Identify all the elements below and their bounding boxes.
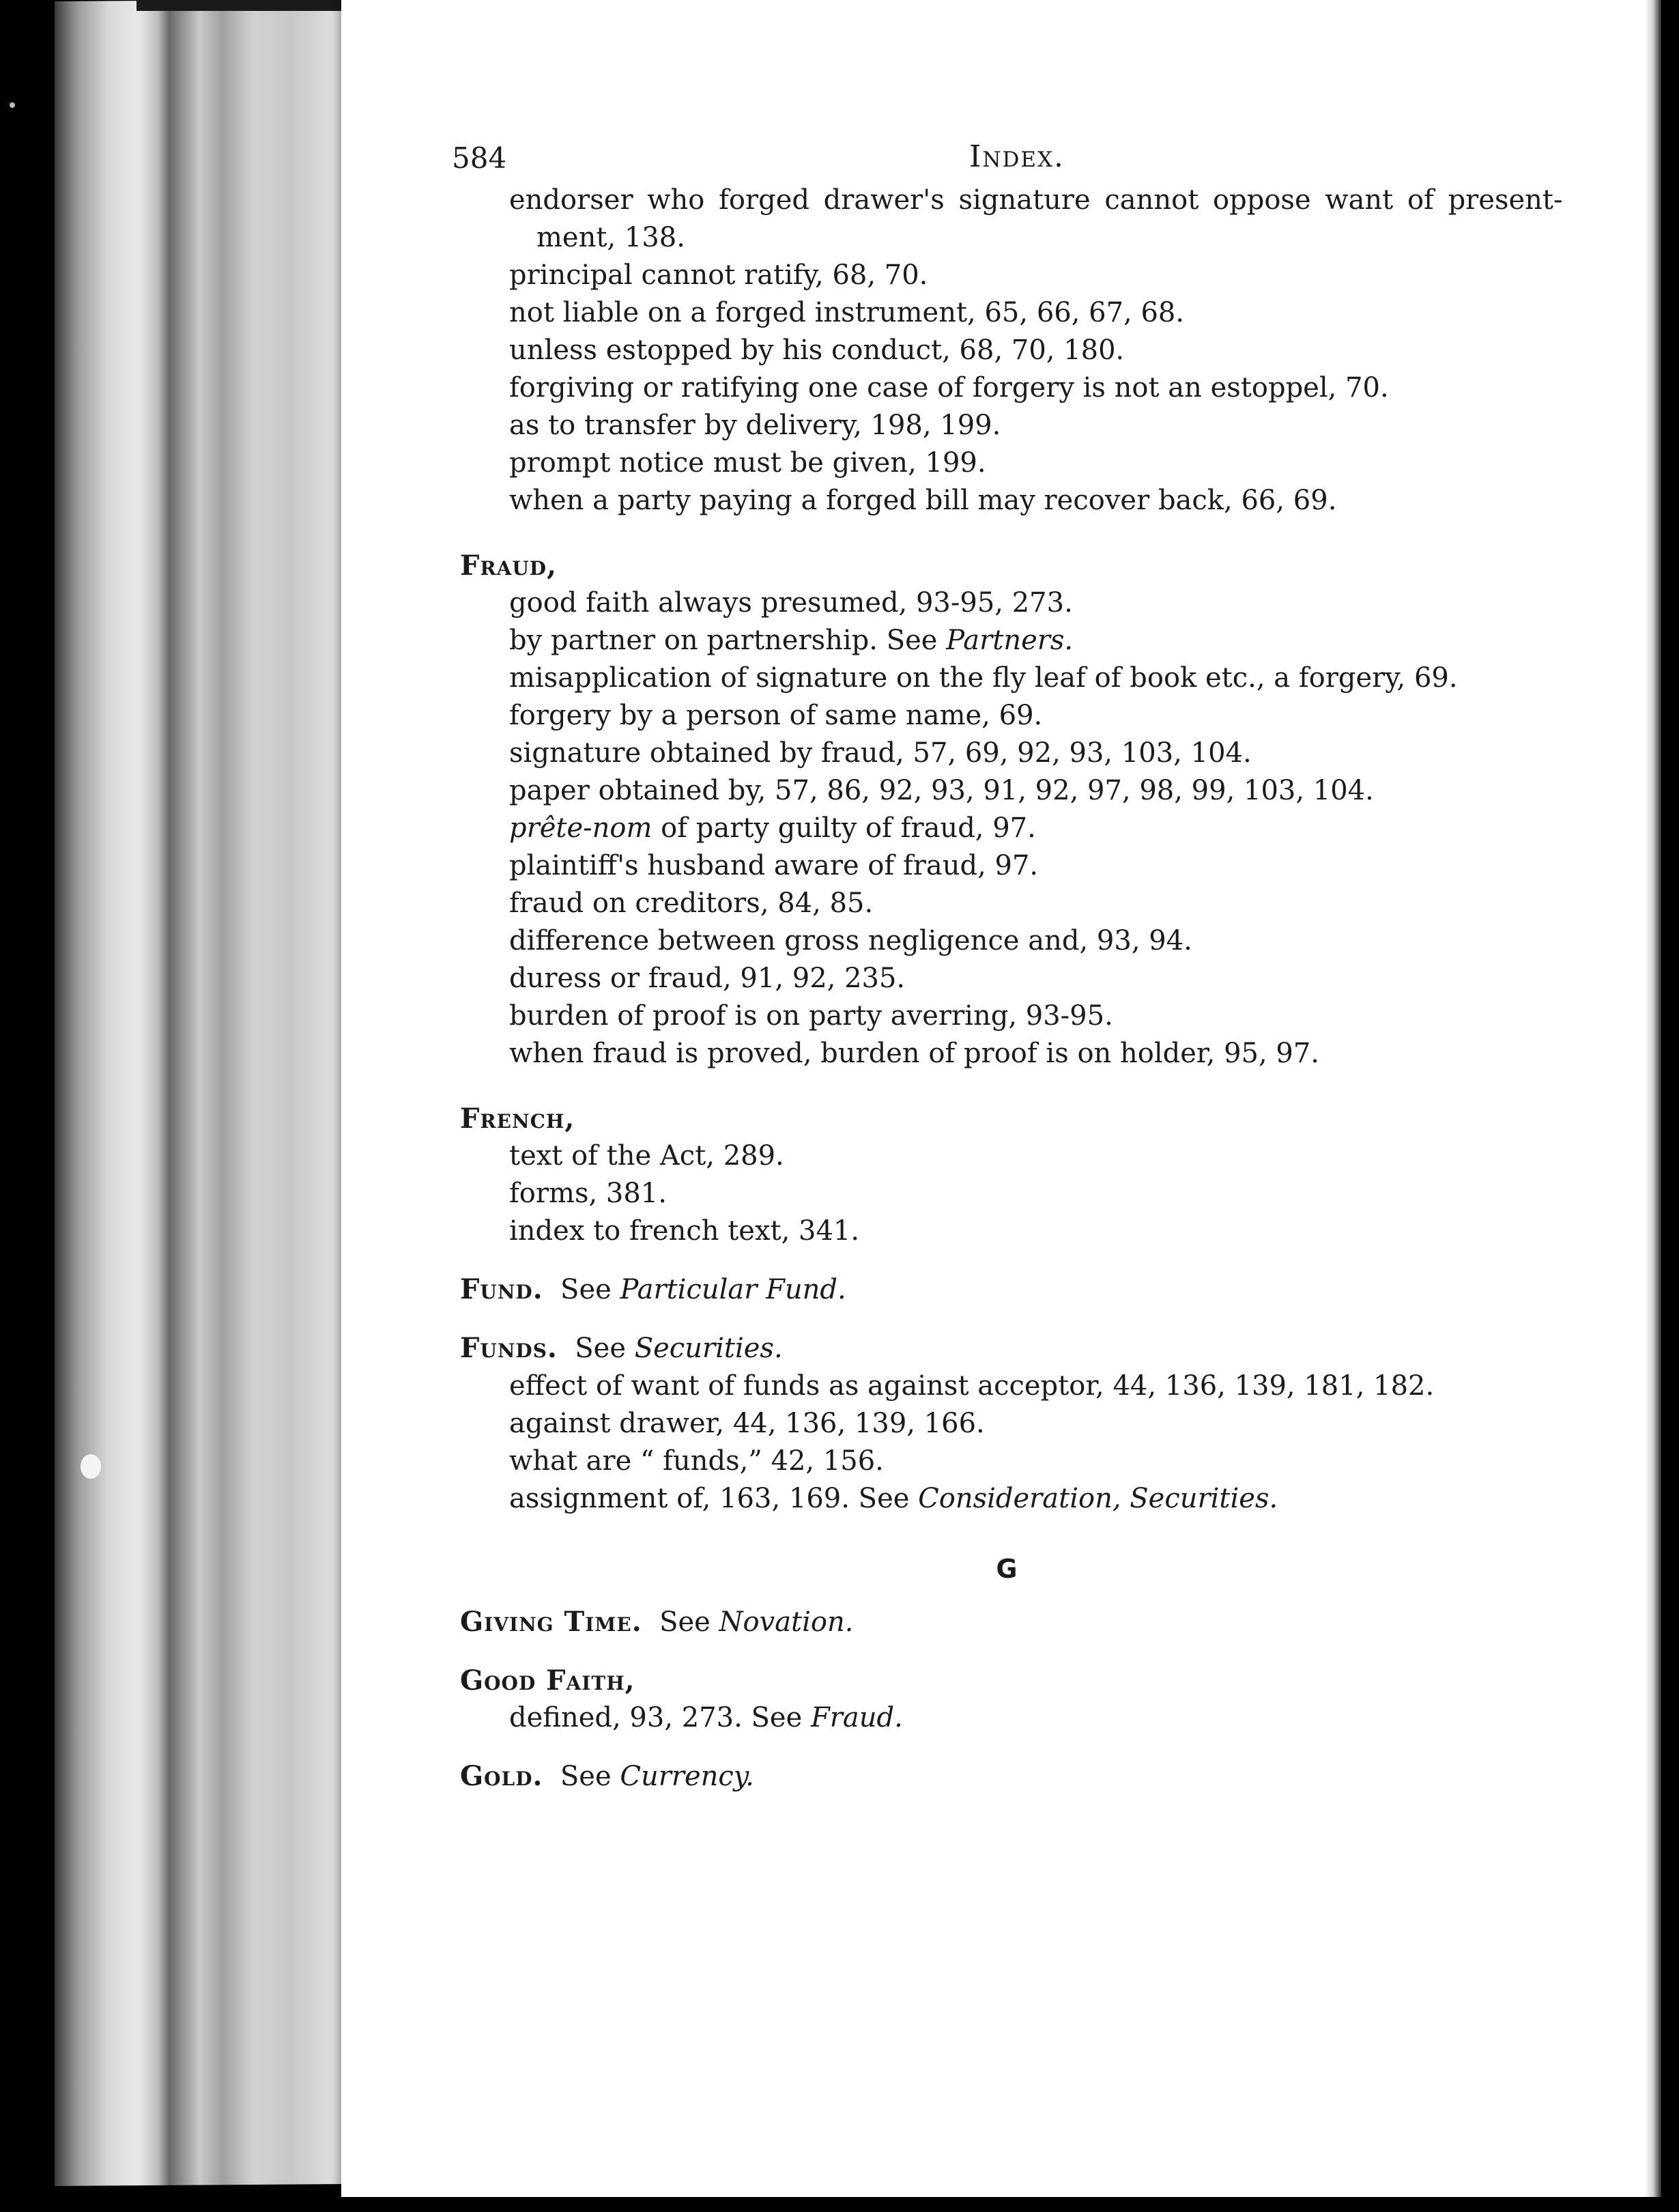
index-subentry: forgery by a person of same name, 69. bbox=[509, 700, 1043, 731]
index-entry-funds bbox=[450, 1329, 1611, 1518]
index-entry-giving-time bbox=[450, 1603, 1611, 1641]
section-letter: G bbox=[996, 1554, 1018, 1584]
index-subentry bbox=[509, 1699, 1611, 1737]
index-subentry: duress or fraud, 91, 92, 235. bbox=[509, 963, 906, 994]
index-subentry: text of the Act, 289. bbox=[509, 1140, 784, 1172]
index-subentry: when a party paying a forged bill may recover back, 66, 69. bbox=[509, 485, 1337, 516]
index-entry-good-faith bbox=[450, 1662, 1611, 1737]
subentry-text: defined, 93, 273. See bbox=[509, 1702, 811, 1733]
index-subentry: fraud on creditors, 84, 85. bbox=[509, 888, 874, 919]
index-heading bbox=[460, 1271, 1611, 1309]
index-subentry: against drawer, 44, 136, 139, 166. bbox=[509, 1408, 985, 1439]
index-subentry: paper obtained by, 57, 86, 92, 93, 91, 92, 97, 98, 99, 103, 104. bbox=[509, 775, 1374, 806]
index-entry-fraud bbox=[450, 547, 1611, 1073]
heading-word: Giving Time. bbox=[460, 1606, 642, 1638]
cross-reference: Partners. bbox=[946, 625, 1074, 656]
index-heading bbox=[460, 1603, 1611, 1641]
continued-entry bbox=[450, 182, 1611, 520]
cross-reference: Currency. bbox=[620, 1761, 754, 1792]
index-subentry: prompt notice must be given, 199. bbox=[509, 447, 986, 479]
cross-reference: Consideration, Securities. bbox=[918, 1483, 1278, 1514]
page-right-edge bbox=[1645, 0, 1661, 2197]
index-subentry: endorser who forged drawer's signature cannot oppose want of present- bbox=[509, 184, 1563, 216]
heading-word: Funds. bbox=[460, 1332, 558, 1364]
running-head bbox=[450, 134, 1611, 182]
index-subentry bbox=[509, 1480, 1611, 1518]
cross-reference: Securities. bbox=[634, 1333, 783, 1364]
cross-reference: Fraud. bbox=[811, 1702, 903, 1733]
index-entry-fund bbox=[450, 1271, 1611, 1309]
index-subentry bbox=[509, 622, 1611, 660]
page-title: Index. bbox=[969, 139, 1065, 174]
foreign-term: prête-nom bbox=[509, 812, 652, 844]
subentry-text: by partner on partnership. See bbox=[509, 625, 947, 656]
index-heading: Good Faith, bbox=[460, 1664, 635, 1697]
index-subentry: effect of want of funds as against acceptor, 44, 136, 139, 181, 182. bbox=[509, 1370, 1435, 1402]
index-entry-gold bbox=[450, 1757, 1611, 1796]
index-subentry: plaintiff's husband aware of fraud, 97. bbox=[509, 850, 1039, 881]
index-subentry: misapplication of signature on the fly leaf of book etc., a forgery, 69. bbox=[509, 662, 1458, 694]
cross-reference: Novation. bbox=[719, 1606, 854, 1638]
cross-reference: Particular Fund. bbox=[620, 1274, 846, 1305]
index-subentry: index to french text, 341. bbox=[509, 1215, 860, 1247]
index-subentry-continuation: ment, 138. bbox=[536, 222, 685, 253]
index-heading bbox=[460, 1329, 1611, 1367]
index-subentry: when fraud is proved, burden of proof is on holder, 95, 97. bbox=[509, 1038, 1320, 1069]
heading-word: Gold. bbox=[460, 1760, 543, 1792]
scan-speck bbox=[10, 102, 15, 108]
subentry-text: of party guilty of fraud, 97. bbox=[652, 812, 1036, 844]
index-subentry bbox=[509, 810, 1611, 847]
index-heading: French, bbox=[460, 1103, 575, 1135]
see-label: See bbox=[543, 1274, 620, 1305]
page-number: 584 bbox=[452, 141, 507, 175]
index-subentry: what are “ funds,” 42, 156. bbox=[509, 1445, 884, 1477]
index-subentry: good faith always presumed, 93-95, 273. bbox=[509, 587, 1073, 619]
see-label: See bbox=[557, 1333, 635, 1364]
heading-word: Fund. bbox=[460, 1273, 543, 1305]
index-subentry: principal cannot ratify, 68, 70. bbox=[509, 259, 928, 291]
index-subentry: forgiving or ratifying one case of forgery is not an estoppel, 70. bbox=[509, 372, 1389, 403]
index-subentry: unless estopped by his conduct, 68, 70, 180. bbox=[509, 335, 1125, 366]
index-subentry: signature obtained by fraud, 57, 69, 92, 93, 103, 104. bbox=[509, 737, 1252, 769]
index-subentry: forms, 381. bbox=[509, 1178, 667, 1209]
scan-speck bbox=[81, 1454, 101, 1479]
index-entry-french bbox=[450, 1100, 1611, 1250]
see-label: See bbox=[642, 1606, 719, 1638]
index-subentry: not liable on a forged instrument, 65, 66, 67, 68. bbox=[509, 297, 1185, 328]
index-heading bbox=[460, 1757, 1611, 1796]
index-subentry: burden of proof is on party averring, 93-95. bbox=[509, 1000, 1113, 1032]
index-subentry: difference between gross negligence and, 93, 94. bbox=[509, 925, 1192, 956]
subentry-text: assignment of, 163, 169. See bbox=[509, 1483, 919, 1514]
index-heading: Fraud, bbox=[460, 550, 558, 582]
index-text bbox=[450, 134, 1611, 1796]
index-subentry: as to transfer by delivery, 198, 199. bbox=[509, 410, 1001, 441]
see-label: See bbox=[543, 1761, 620, 1792]
